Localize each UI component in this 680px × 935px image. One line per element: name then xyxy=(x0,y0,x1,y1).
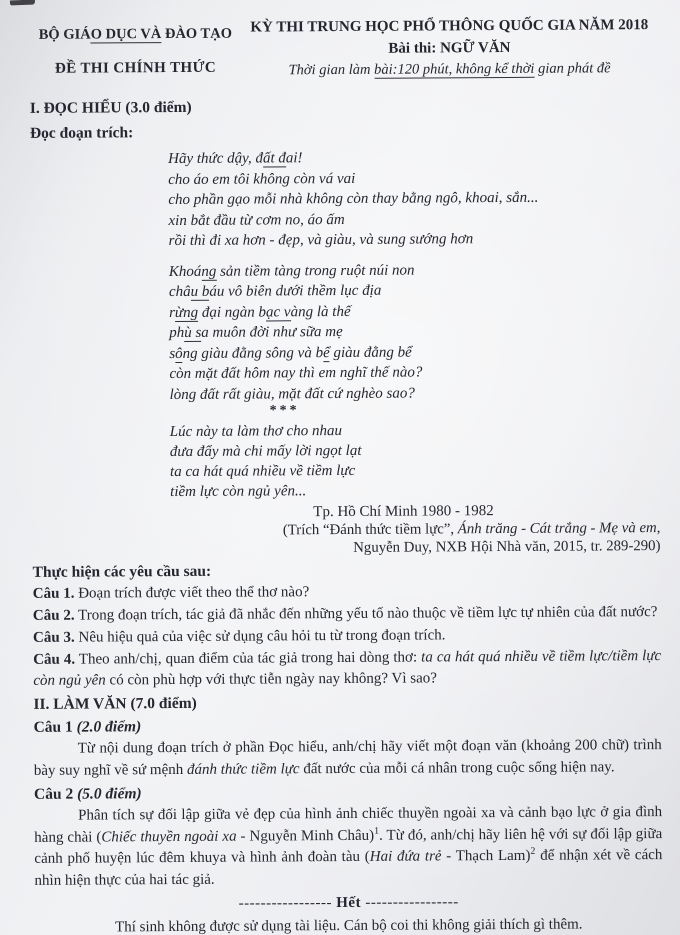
text-fragment: BỘ GIÁ xyxy=(38,26,91,43)
work-title-italic: Hai đứa trẻ xyxy=(369,848,442,865)
text-fragment: đất nước của mỗi cá nhân trong cuộc sống hiện nay. xyxy=(299,758,615,777)
poem-line: rồi thì đi xa hơn - đẹp, và giàu, và sung sướng hơn xyxy=(168,231,474,250)
pen-underlined-text: ạc v xyxy=(265,303,291,320)
tasks-heading: Thực hiện các yêu cầu sau: xyxy=(32,562,212,581)
ministry-name xyxy=(29,24,241,45)
question-label: Câu 2 xyxy=(33,785,78,803)
text-fragment: s xyxy=(169,345,176,362)
question-text: Theo anh/chị, quan điểm của tác giả trong hai dòng thơ: xyxy=(75,649,422,668)
text-fragment: ng giàu đằng sông và b xyxy=(182,344,324,362)
points-label: (2.0 điểm) xyxy=(76,718,142,736)
exam-note: Thí sinh không được sử dụng tài liệu. Cán bộ coi thi không giải thích gì thêm. xyxy=(115,916,583,935)
reading-question-1 xyxy=(33,580,661,605)
text-fragment: Khoá xyxy=(168,263,202,280)
poem-line: cho áo em tôi không còn vá vai xyxy=(168,170,356,188)
question-text: Đoạn trích được viết theo thể thơ nào? xyxy=(74,584,310,602)
writing-q2-heading xyxy=(34,780,662,805)
footnote-marker-1: 1 xyxy=(374,825,380,837)
writing-q2-body xyxy=(34,802,663,892)
writing-section-title: II. LÀM VĂN (7.0 điểm) xyxy=(33,694,197,713)
reading-section-title: I. ĐỌC HIỂU (3.0 điểm) xyxy=(29,98,192,117)
poem-line: đưa đẩy mà chi mấy lời ngọt lạt xyxy=(169,442,362,461)
end-divider xyxy=(35,891,663,915)
pen-underlined-text: ể xyxy=(323,344,330,361)
poem-excerpt xyxy=(168,146,660,502)
text-fragment: Thời gian làm xyxy=(288,61,375,79)
poem-line: ta ca hát quá nhiều về tiềm lực xyxy=(169,462,356,481)
text-fragment: àng là thế xyxy=(290,303,351,320)
reading-question-4 xyxy=(33,646,661,692)
pen-underlined-text: ô xyxy=(175,345,183,362)
text-fragment: châ xyxy=(168,283,191,301)
dashes: ----------------- xyxy=(238,895,333,912)
text-fragment: sản tiềm tàng trong ruột núi non xyxy=(216,262,415,280)
writing-q1-heading xyxy=(34,713,662,738)
source-line-2: Nguyễn Duy, NXB Hội Nhà văn, 2015, tr. 289-290) xyxy=(353,537,661,556)
emphasis-italic: đánh thức tiềm lực xyxy=(186,760,300,778)
text-fragment: đại ngàn b xyxy=(198,303,267,321)
poem-line: lòng đất rất giàu, mặt đất cứ nghèo sao? xyxy=(169,385,415,403)
text-fragment: để nhận xét về cách nhìn hiện thực của hai tác giả. xyxy=(34,847,663,889)
poem-line: Lúc này ta làm thơ cho nhau xyxy=(169,422,342,441)
text-fragment: ĐÀO TẠO xyxy=(161,25,233,43)
header-left-block xyxy=(29,18,241,79)
official-exam-label: ĐỀ THI CHÍNH THỨC xyxy=(54,59,217,77)
pen-underlined-text: O DỤC VÀ xyxy=(90,26,162,43)
text-fragment: - Nguyễn Minh Châu) xyxy=(236,827,375,845)
duration-line xyxy=(242,58,658,81)
text-fragment: Hãy thức dậy, đ xyxy=(168,150,263,168)
text-fragment: áu vô biên dưới thềm lục địa xyxy=(209,282,382,300)
pen-underlined-text: ng xyxy=(201,263,217,280)
reading-question-2 xyxy=(33,602,661,627)
poem-line: xin bắt đầu từ cơm no, áo ấm xyxy=(168,211,345,229)
exam-header xyxy=(29,15,657,82)
text-fragment: giàu đằng bể xyxy=(329,344,412,361)
question-text: Trong đoạn trích, tác giả đã nhắc đến những yếu tố nào thuộc về tiềm lực tự nhiên của đất nước? xyxy=(74,604,658,624)
poem-line: cho phần gạo mỗi nhà không còn thay bằng ngô, khoai, sắn... xyxy=(168,189,539,209)
reading-question-3 xyxy=(33,624,661,649)
question-text: có còn phù hợp với thực tiễn ngày nay không? Vì sao? xyxy=(105,670,437,689)
dashes: ----------------- xyxy=(365,894,459,911)
points-label: (5.0 điểm) xyxy=(77,785,142,803)
text-fragment: . Từ đó, anh/chị hãy liên hệ với sự đối lập giữa cảnh phố huyện lúc đêm khuya và hình ảnh đoàn tàu ( xyxy=(34,825,663,867)
text-fragment: (Trích “Đánh thức tiềm lực”, xyxy=(282,521,458,539)
writing-q1-body xyxy=(34,735,662,782)
work-title-italic: Chiếc thuyền ngoài xa xyxy=(101,828,237,845)
pen-underlined-text: ất đ xyxy=(262,150,286,167)
quoted-verse-italic: ta ca hát quá nhiều về tiềm lực/tiềm lực còn ngủ yên xyxy=(33,648,662,689)
text-fragment: ai! xyxy=(285,150,303,167)
place-date-line: Tp. Hồ Chí Minh 1980 - 1982 xyxy=(313,503,494,521)
poem-stanza-1 xyxy=(168,146,659,251)
poem-stanza-2 xyxy=(169,259,660,405)
poem-line: tiềm lực còn ngủ yên... xyxy=(170,483,307,501)
text-fragment: gian phát đề xyxy=(534,60,611,77)
text-fragment: ph xyxy=(169,324,185,342)
pen-underlined-text: ừng xyxy=(174,304,199,321)
question-label: Câu 3. xyxy=(32,629,75,646)
question-label: Câu 4. xyxy=(33,651,76,668)
subject-line: Bài thi: NGỮ VĂN xyxy=(388,39,511,57)
book-title-italic: Ánh trăng - Cát trắng - Mẹ và em, xyxy=(457,520,661,538)
pen-underlined-text: bài:120 phút, không kể thời xyxy=(374,60,535,78)
text-fragment: - Thạch Lam) xyxy=(441,847,531,865)
text-fragment: Phân tích sự đối lập giữa vẻ đẹp của hình ảnh chiếc thuyền ngoài xa và cảnh bạo lực ở gia đình hàng chài ( xyxy=(34,804,663,846)
stanza-separator: *** xyxy=(269,403,300,419)
pen-underlined-text: u b xyxy=(190,283,210,300)
question-label: Câu 1 xyxy=(33,718,77,736)
text-fragment: Từ nội dung đoạn trích ở phần Đọc hiểu, anh/chị hãy viết một đoạn văn (khoảng 200 chữ) trình bày suy nghĩ về sứ mệnh xyxy=(33,737,662,779)
poem-line: còn mặt đất hôm nay thì em nghĩ thế nào? xyxy=(169,364,423,383)
end-label: Hết xyxy=(336,894,362,912)
text-fragment: r xyxy=(169,304,175,321)
pen-underlined-text: ù s xyxy=(184,324,202,341)
question-text: Nêu hiệu quả của việc sử dụng câu hỏi tu từ trong đoạn trích. xyxy=(74,627,446,646)
question-label: Câu 2. xyxy=(32,607,75,624)
exam-title: KỲ THI TRUNG HỌC PHỔ THÔNG QUỐC GIA NĂM 2018 xyxy=(250,17,649,36)
header-right-block xyxy=(241,15,657,81)
poem-stanza-3 xyxy=(170,419,660,502)
text-fragment: a muôn đời như sữa mẹ xyxy=(201,323,343,341)
question-label: Câu 1. xyxy=(32,585,75,602)
footnote-marker-2: 2 xyxy=(530,845,536,857)
reading-intro: Đọc đoạn trích: xyxy=(29,124,134,142)
